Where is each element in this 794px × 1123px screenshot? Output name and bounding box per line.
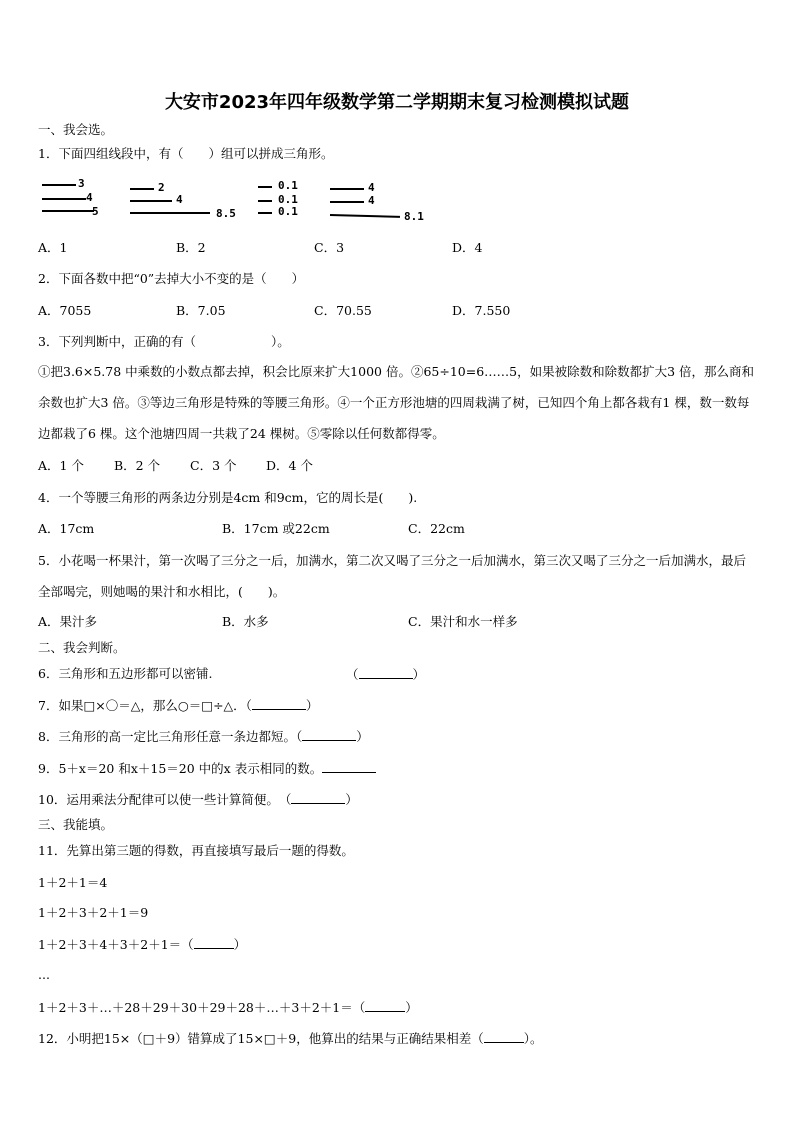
option-b[interactable]: B．2: [176, 240, 206, 255]
option-c[interactable]: C．3 个: [190, 458, 237, 473]
segment: [130, 200, 172, 202]
segment-label: 0.1: [278, 193, 298, 206]
segment-label: 4: [86, 191, 93, 204]
option-b[interactable]: B．2 个: [114, 458, 161, 473]
segment-label: 8.1: [404, 210, 424, 223]
paren-close: ）: [233, 937, 247, 952]
question-9-text: 9．5＋x＝20 和x＋15＝20 中的x 表示相同的数。: [38, 761, 323, 776]
option-d[interactable]: D．7.550: [452, 303, 511, 318]
question-6-text: 6．三角形和五边形都可以密铺.: [38, 666, 213, 681]
option-c[interactable]: C．70.55: [314, 303, 372, 318]
segment: [330, 214, 400, 218]
equation-line: 1＋2＋1＝4: [38, 875, 108, 890]
equation-line: [38, 999, 418, 1016]
question-2: 2．下面各数中把“0”去掉大小不变的是（ ）: [38, 271, 305, 286]
segment-label: 4: [176, 193, 183, 206]
segment: [330, 201, 364, 203]
segment-label: 0.1: [278, 205, 298, 218]
segment-label: 4: [368, 194, 375, 207]
question-4: 4．一个等腰三角形的两条边分别是4cm 和9cm，它的周长是( ).: [38, 490, 418, 505]
answer-blank[interactable]: [484, 1030, 524, 1043]
section-heading-judge: 二、我会判断。: [38, 640, 126, 655]
paren-close: ）: [305, 698, 319, 713]
paren-open: （: [346, 667, 359, 682]
page-title: 大安市2023年四年级数学第二学期期末复习检测模拟试题: [164, 92, 630, 113]
question-6: [38, 666, 426, 682]
option-d[interactable]: D．4: [452, 240, 483, 255]
segment: [42, 198, 86, 200]
option-b[interactable]: B．水多: [222, 614, 269, 629]
option-a[interactable]: A．17cm: [38, 521, 95, 536]
paren-close: ）: [345, 792, 358, 807]
segment-label: 4: [368, 181, 375, 194]
option-a[interactable]: A．7055: [38, 303, 92, 318]
answer-blank[interactable]: [252, 697, 306, 710]
segment-label: 8.5: [216, 207, 236, 220]
segment-label: 0.1: [278, 179, 298, 192]
segment-label: 3: [78, 177, 85, 190]
paren-close: ）: [412, 667, 426, 682]
answer-slot: [346, 666, 425, 683]
segment: [330, 188, 364, 190]
option-a[interactable]: A．1: [38, 240, 68, 255]
ellipsis-line: ...: [38, 967, 50, 982]
paren-close: ）。: [523, 1031, 543, 1046]
question-12: [38, 1030, 542, 1047]
segment-groups-figure: [38, 176, 438, 226]
segment-label: 2: [158, 181, 165, 194]
question-5: 5．小花喝一杯果汁，第一次喝了三分之一后，加满水，第二次又喝了三分之一后加满水，第三次又喝了三分之一后加满水，最后全部喝完，则她喝的果汁和水相比，( )。: [38, 553, 746, 599]
equation-text: 1＋2＋3＋4＋3＋2＋1＝（: [38, 937, 194, 952]
question-11: 11．先算出第三题的得数，再直接填写最后一题的得数。: [38, 843, 354, 858]
paren-close: ）: [356, 729, 369, 744]
section-heading-choice: 一、我会选。: [38, 122, 114, 137]
answer-blank[interactable]: [291, 791, 345, 804]
option-b[interactable]: B．7.05: [176, 303, 226, 318]
question-12-text: 12．小明把15×（□＋9）错算成了15×□＋9，他算出的结果与正确结果相差（: [38, 1031, 484, 1046]
option-c[interactable]: C．果汁和水一样多: [408, 614, 518, 629]
question-9: [38, 760, 376, 777]
segment: [130, 212, 210, 214]
question-3: 3．下列判断中，正确的有（ ）。: [38, 334, 290, 349]
question-3-statements: ①把3.6×5.78 中乘数的小数点都去掉，积会比原来扩大1000 倍。②65÷10=6……5，如果被除数和除数都扩大3 倍，那么商和余数也扩大3 倍。③等边三角形是特殊的等腰三角形。④一个正方形池塘的四周栽满了树，已知四个角上都各栽有1 棵，数一数每边都栽了6 棵。这个池塘四周一共栽了24 棵树。⑤零除以任何数都得零。: [38, 364, 755, 441]
answer-blank[interactable]: [365, 999, 405, 1012]
equation-line: [38, 936, 246, 953]
question-8-text: 8．三角形的高一定比三角形任意一条边都短。（: [38, 729, 303, 744]
question-1: 1．下面四组线段中，有（ ）组可以拼成三角形。: [38, 146, 334, 161]
option-c[interactable]: C．22cm: [408, 521, 465, 536]
segment-label: 5: [92, 205, 99, 218]
paren-close: ）: [405, 1000, 418, 1015]
answer-blank[interactable]: [359, 666, 413, 679]
answer-blank[interactable]: [194, 936, 234, 949]
equation-text: 1＋2＋3＋…＋28＋29＋30＋29＋28＋…＋3＋2＋1＝（: [38, 1000, 366, 1015]
answer-blank[interactable]: [302, 728, 356, 741]
question-7: [38, 697, 318, 714]
section-heading-fill: 三、我能填。: [38, 817, 114, 832]
question-10-text: 10．运用乘法分配律可以使一些计算简便。 （: [38, 792, 292, 807]
option-a[interactable]: A．果汁多: [38, 614, 98, 629]
question-7-text: 7．如果□×〇＝△，那么○＝□÷△．（: [38, 698, 252, 713]
segment: [42, 210, 94, 212]
segment: [258, 186, 272, 188]
option-d[interactable]: D．4 个: [266, 458, 313, 473]
question-10: [38, 791, 358, 808]
option-c[interactable]: C．3: [314, 240, 345, 255]
option-b[interactable]: B．17cm 或22cm: [222, 521, 330, 536]
equation-line: 1＋2＋3＋2＋1＝9: [38, 905, 149, 920]
segment: [130, 188, 154, 190]
segment: [258, 200, 272, 202]
option-a[interactable]: A．1 个: [38, 458, 84, 473]
segment: [42, 184, 76, 186]
segment: [258, 212, 272, 214]
answer-blank[interactable]: [322, 760, 376, 773]
question-8: [38, 728, 369, 745]
